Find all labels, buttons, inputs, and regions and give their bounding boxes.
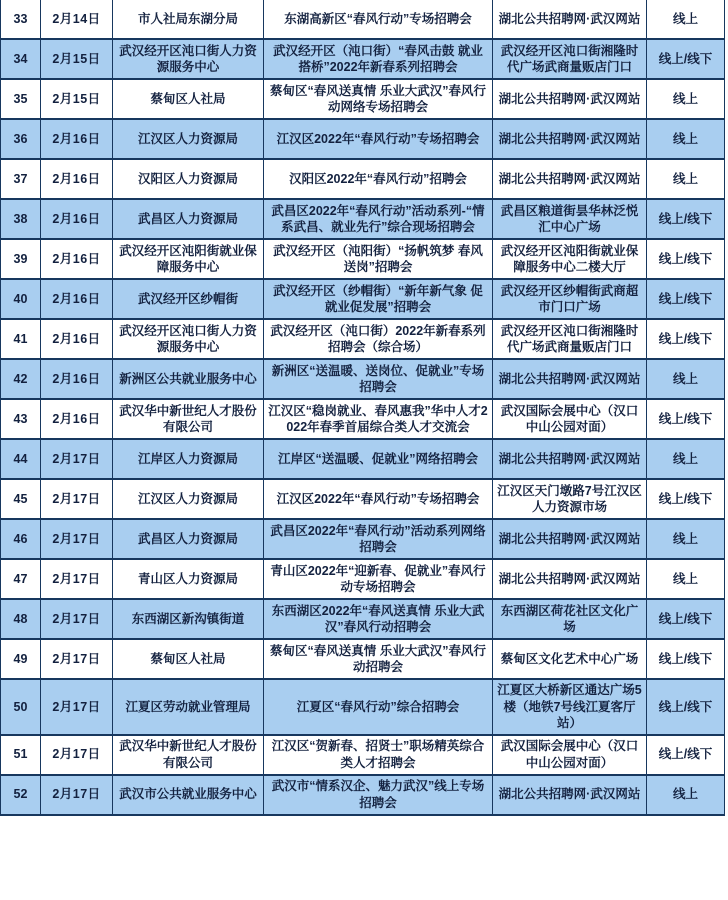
venue-cell: 江夏区大桥新区通达广场5楼（地铁7号线江夏客厅站） <box>493 679 647 735</box>
row-number-cell: 50 <box>1 679 41 735</box>
format-cell: 线上 <box>647 79 725 119</box>
venue-cell: 蔡甸区文化艺术中心广场 <box>493 639 647 679</box>
format-cell: 线上/线下 <box>647 239 725 279</box>
row-number-cell: 37 <box>1 159 41 199</box>
row-number-cell: 34 <box>1 39 41 79</box>
event-name-cell: 蔡甸区“春风送真情 乐业大武汉”春风行动招聘会 <box>264 639 493 679</box>
venue-cell: 武汉经开区沌阳街就业保障服务中心二楼大厅 <box>493 239 647 279</box>
table-row <box>1 479 725 519</box>
format-cell: 线上 <box>647 775 725 815</box>
date-cell: 2月17日 <box>41 479 113 519</box>
event-name-cell: 汉阳区2022年“春风行动”招聘会 <box>264 159 493 199</box>
event-name-cell: 江汉区2022年“春风行动”专场招聘会 <box>264 479 493 519</box>
venue-cell: 东西湖区荷花社区文化广场 <box>493 599 647 639</box>
venue-cell: 武汉国际会展中心（汉口中山公园对面） <box>493 399 647 439</box>
table-row <box>1 39 725 79</box>
venue-cell: 江汉区天门墩路7号江汉区人力资源市场 <box>493 479 647 519</box>
event-name-cell: 江岸区“送温暖、促就业”网络招聘会 <box>264 439 493 479</box>
format-cell: 线上/线下 <box>647 599 725 639</box>
row-number-cell: 45 <box>1 479 41 519</box>
table-row <box>1 559 725 599</box>
table-row <box>1 79 725 119</box>
event-name-cell: 武汉经开区（沌口街）2022年新春系列招聘会（综合场） <box>264 319 493 359</box>
organizer-cell: 蔡甸区人社局 <box>113 79 264 119</box>
venue-cell: 湖北公共招聘网·武汉网站 <box>493 775 647 815</box>
organizer-cell: 江岸区人力资源局 <box>113 439 264 479</box>
format-cell: 线上/线下 <box>647 279 725 319</box>
date-cell: 2月17日 <box>41 735 113 775</box>
organizer-cell: 新洲区公共就业服务中心 <box>113 359 264 399</box>
organizer-cell: 江汉区人力资源局 <box>113 479 264 519</box>
table-row <box>1 679 725 735</box>
date-cell: 2月17日 <box>41 439 113 479</box>
format-cell: 线上 <box>647 439 725 479</box>
event-name-cell: 武汉经开区（纱帽街）“新年新气象 促就业促发展”招聘会 <box>264 279 493 319</box>
event-name-cell: 武汉经开区（沌阳街）“扬帆筑梦 春风送岗”招聘会 <box>264 239 493 279</box>
table-row <box>1 735 725 775</box>
date-cell: 2月15日 <box>41 39 113 79</box>
row-number-cell: 48 <box>1 599 41 639</box>
row-number-cell: 43 <box>1 399 41 439</box>
venue-cell: 湖北公共招聘网·武汉网站 <box>493 359 647 399</box>
row-number-cell: 49 <box>1 639 41 679</box>
event-name-cell: 新洲区“送温暖、送岗位、促就业”专场招聘会 <box>264 359 493 399</box>
venue-cell: 湖北公共招聘网·武汉网站 <box>493 159 647 199</box>
event-name-cell: 蔡甸区“春风送真情 乐业大武汉”春风行动网络专场招聘会 <box>264 79 493 119</box>
table-row <box>1 519 725 559</box>
row-number-cell: 52 <box>1 775 41 815</box>
row-number-cell: 46 <box>1 519 41 559</box>
event-name-cell: 江汉区“贺新春、招贤士”职场精英综合类人才招聘会 <box>264 735 493 775</box>
date-cell: 2月16日 <box>41 319 113 359</box>
organizer-cell: 武汉经开区沌口街人力资源服务中心 <box>113 39 264 79</box>
date-cell: 2月14日 <box>41 0 113 39</box>
venue-cell: 武汉经开区纱帽街武商超市门口广场 <box>493 279 647 319</box>
venue-cell: 湖北公共招聘网·武汉网站 <box>493 0 647 39</box>
format-cell: 线上/线下 <box>647 199 725 239</box>
table-row <box>1 599 725 639</box>
date-cell: 2月16日 <box>41 239 113 279</box>
organizer-cell: 武昌区人力资源局 <box>113 199 264 239</box>
organizer-cell: 武汉市公共就业服务中心 <box>113 775 264 815</box>
date-cell: 2月17日 <box>41 775 113 815</box>
event-name-cell: 武汉市“情系汉企、魅力武汉”线上专场招聘会 <box>264 775 493 815</box>
row-number-cell: 33 <box>1 0 41 39</box>
organizer-cell: 武汉经开区纱帽街 <box>113 279 264 319</box>
table-row <box>1 239 725 279</box>
format-cell: 线上/线下 <box>647 735 725 775</box>
event-name-cell: 武汉经开区（沌口街）“春风击鼓 就业搭桥”2022年新春系列招聘会 <box>264 39 493 79</box>
table-row <box>1 439 725 479</box>
table-row <box>1 159 725 199</box>
event-name-cell: 江夏区“春风行动”综合招聘会 <box>264 679 493 735</box>
organizer-cell: 武汉经开区沌阳街就业保障服务中心 <box>113 239 264 279</box>
date-cell: 2月16日 <box>41 119 113 159</box>
date-cell: 2月17日 <box>41 559 113 599</box>
table-row <box>1 359 725 399</box>
row-number-cell: 44 <box>1 439 41 479</box>
venue-cell: 武汉国际会展中心（汉口中山公园对面） <box>493 735 647 775</box>
table-row <box>1 279 725 319</box>
row-number-cell: 39 <box>1 239 41 279</box>
organizer-cell: 武汉华中新世纪人才股份有限公司 <box>113 735 264 775</box>
table-row <box>1 319 725 359</box>
date-cell: 2月17日 <box>41 639 113 679</box>
format-cell: 线上/线下 <box>647 479 725 519</box>
venue-cell: 湖北公共招聘网·武汉网站 <box>493 119 647 159</box>
organizer-cell: 江夏区劳动就业管理局 <box>113 679 264 735</box>
organizer-cell: 汉阳区人力资源局 <box>113 159 264 199</box>
event-name-cell: 江汉区“稳岗就业、春风惠我”华中人才2022年春季首届综合类人才交流会 <box>264 399 493 439</box>
venue-cell: 武昌区粮道街昙华林泛悦汇中心广场 <box>493 199 647 239</box>
venue-cell: 湖北公共招聘网·武汉网站 <box>493 559 647 599</box>
date-cell: 2月17日 <box>41 679 113 735</box>
format-cell: 线上 <box>647 0 725 39</box>
table-row <box>1 639 725 679</box>
date-cell: 2月16日 <box>41 279 113 319</box>
organizer-cell: 青山区人力资源局 <box>113 559 264 599</box>
table-row <box>1 775 725 815</box>
table-row <box>1 199 725 239</box>
date-cell: 2月17日 <box>41 599 113 639</box>
date-cell: 2月15日 <box>41 79 113 119</box>
row-number-cell: 41 <box>1 319 41 359</box>
format-cell: 线上/线下 <box>647 399 725 439</box>
row-number-cell: 51 <box>1 735 41 775</box>
event-name-cell: 武昌区2022年“春风行动”活动系列-“情系武昌、就业先行”综合现场招聘会 <box>264 199 493 239</box>
event-name-cell: 东湖高新区“春风行动”专场招聘会 <box>264 0 493 39</box>
format-cell: 线上 <box>647 359 725 399</box>
row-number-cell: 38 <box>1 199 41 239</box>
format-cell: 线上/线下 <box>647 39 725 79</box>
venue-cell: 武汉经开区沌口街湘隆时代广场武商量贩店门口 <box>493 319 647 359</box>
organizer-cell: 武昌区人力资源局 <box>113 519 264 559</box>
organizer-cell: 市人社局东湖分局 <box>113 0 264 39</box>
format-cell: 线上 <box>647 559 725 599</box>
organizer-cell: 武汉华中新世纪人才股份有限公司 <box>113 399 264 439</box>
event-name-cell: 江汉区2022年“春风行动”专场招聘会 <box>264 119 493 159</box>
format-cell: 线上/线下 <box>647 679 725 735</box>
organizer-cell: 江汉区人力资源局 <box>113 119 264 159</box>
date-cell: 2月16日 <box>41 399 113 439</box>
row-number-cell: 47 <box>1 559 41 599</box>
event-name-cell: 东西湖区2022年“春风送真情 乐业大武汉”春风行动招聘会 <box>264 599 493 639</box>
row-number-cell: 35 <box>1 79 41 119</box>
date-cell: 2月17日 <box>41 519 113 559</box>
format-cell: 线上 <box>647 519 725 559</box>
format-cell: 线上/线下 <box>647 319 725 359</box>
format-cell: 线上 <box>647 119 725 159</box>
venue-cell: 湖北公共招聘网·武汉网站 <box>493 519 647 559</box>
organizer-cell: 武汉经开区沌口街人力资源服务中心 <box>113 319 264 359</box>
organizer-cell: 蔡甸区人社局 <box>113 639 264 679</box>
table-row <box>1 399 725 439</box>
table-body <box>1 0 725 815</box>
format-cell: 线上 <box>647 159 725 199</box>
date-cell: 2月16日 <box>41 359 113 399</box>
table-row <box>1 0 725 39</box>
date-cell: 2月16日 <box>41 159 113 199</box>
date-cell: 2月16日 <box>41 199 113 239</box>
event-name-cell: 武昌区2022年“春风行动”活动系列网络招聘会 <box>264 519 493 559</box>
format-cell: 线上/线下 <box>647 639 725 679</box>
table-row <box>1 119 725 159</box>
row-number-cell: 36 <box>1 119 41 159</box>
row-number-cell: 40 <box>1 279 41 319</box>
venue-cell: 武汉经开区沌口街湘隆时代广场武商量贩店门口 <box>493 39 647 79</box>
venue-cell: 湖北公共招聘网·武汉网站 <box>493 79 647 119</box>
row-number-cell: 42 <box>1 359 41 399</box>
organizer-cell: 东西湖区新沟镇街道 <box>113 599 264 639</box>
event-name-cell: 青山区2022年“迎新春、促就业”春风行动专场招聘会 <box>264 559 493 599</box>
venue-cell: 湖北公共招聘网·武汉网站 <box>493 439 647 479</box>
